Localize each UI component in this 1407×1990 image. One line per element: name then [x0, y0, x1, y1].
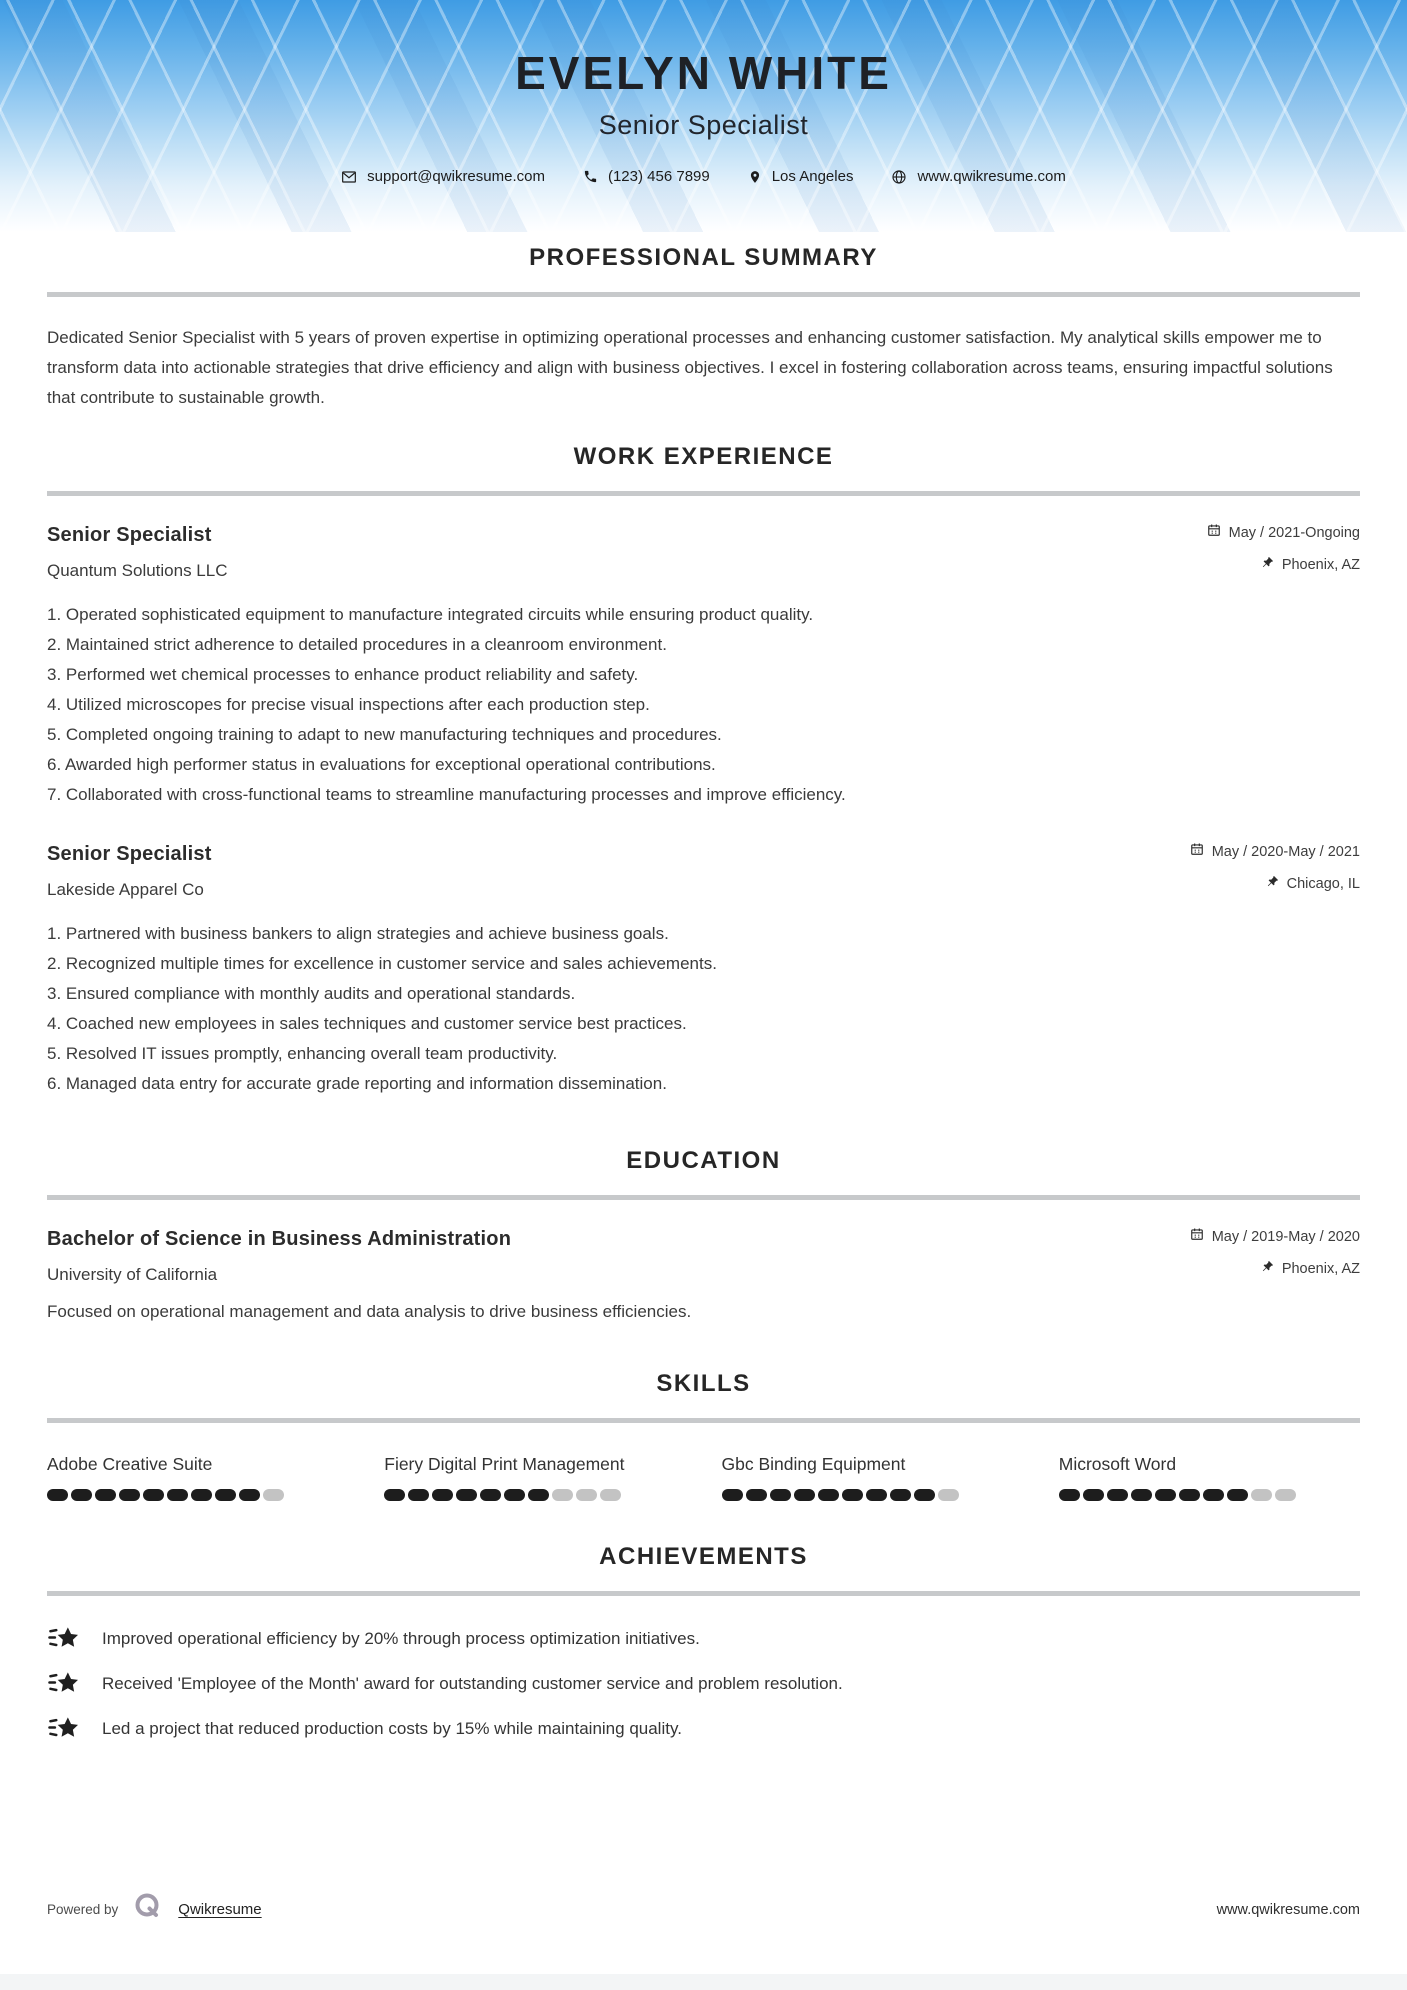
pushpin-icon: [1267, 874, 1279, 894]
shooting-star-icon: [47, 1624, 80, 1653]
education-location: [1190, 1259, 1360, 1279]
job-bullet: 6. Awarded high performer status in evaluations for exceptional operational contributions.: [47, 755, 716, 774]
job-bullet: 5. Completed ongoing training to adapt to new manufacturing techniques and procedures.: [47, 725, 722, 744]
summary-text: Dedicated Senior Specialist with 5 years of proven expertise in optimizing operational processes and enhancing customer satisfaction. My analytical skills empower me to transform data into actionable strategies that drive efficiency and align with business objectives. I excel in fostering collaboration across teams, ensuring impactful solutions that contribute to sustainable growth.: [47, 328, 1333, 407]
skill-dot-empty: [263, 1489, 284, 1501]
skill-dot-empty: [1275, 1489, 1296, 1501]
section-divider: [47, 1418, 1360, 1423]
achievement-text: Led a project that reduced production costs by 15% while maintaining quality.: [102, 1718, 682, 1738]
achievement-text: Improved operational efficiency by 20% through process optimization initiatives.: [102, 1628, 700, 1648]
skill-rating: [384, 1489, 685, 1501]
skill-name: Fiery Digital Print Management: [384, 1454, 625, 1474]
job-bullet: 3. Ensured compliance with monthly audits and operational standards.: [47, 984, 576, 1003]
job-bullet: 7. Collaborated with cross-functional teams to streamline manufacturing processes and improve efficiency.: [47, 785, 846, 804]
skill-dot-filled: [1227, 1489, 1248, 1501]
skill-rating: [47, 1489, 348, 1501]
job-location: [1190, 874, 1360, 894]
job-entry: [47, 523, 1360, 810]
skill-dot-filled: [95, 1489, 116, 1501]
section-divider: [47, 1195, 1360, 1200]
contact-location-label: Los Angeles: [771, 168, 854, 185]
envelope-icon: [341, 169, 357, 185]
skill-dot-empty: [576, 1489, 597, 1501]
skill-dot-filled: [890, 1489, 911, 1501]
skill-dot-empty: [1251, 1489, 1272, 1501]
achievement-item: [47, 1624, 1360, 1653]
education-dates: [1190, 1227, 1360, 1247]
skill-dot-filled: [866, 1489, 887, 1501]
skills-grid: [47, 1451, 1360, 1501]
job-bullet: 4. Utilized microscopes for precise visual inspections after each production step.: [47, 695, 650, 714]
skill-dot-filled: [1155, 1489, 1176, 1501]
skill-dot-filled: [770, 1489, 791, 1501]
skills-section-title: SKILLS: [656, 1370, 751, 1397]
skill-dot-empty: [552, 1489, 573, 1501]
skill-name: Microsoft Word: [1058, 1454, 1177, 1474]
skill-dot-filled: [456, 1489, 477, 1501]
phone-icon: [583, 169, 598, 184]
job-bullets: [47, 600, 1360, 810]
job-bullet: 2. Maintained strict adherence to detailed procedures in a cleanroom environment.: [47, 635, 667, 654]
skill-dot-filled: [432, 1489, 453, 1501]
skill-dot-filled: [215, 1489, 236, 1501]
header-banner: [0, 0, 1407, 232]
education-section-title: EDUCATION: [626, 1147, 781, 1174]
contact-phone: [583, 168, 710, 185]
job-bullets: [47, 919, 1360, 1099]
skill-item: [47, 1451, 348, 1501]
job-bullet: 6. Managed data entry for accurate grade reporting and information dissemination.: [47, 1074, 667, 1093]
achievement-text: Received 'Employee of the Month' award for outstanding customer service and problem resolution.: [102, 1673, 843, 1693]
skill-dot-filled: [191, 1489, 212, 1501]
education-dates-label: May / 2019-May / 2020: [1211, 1229, 1360, 1245]
summary-section-title: PROFESSIONAL SUMMARY: [529, 244, 878, 271]
skill-rating: [722, 1489, 1023, 1501]
section-divider: [47, 491, 1360, 496]
job-bullet: 2. Recognized multiple times for excellence in customer service and sales achievements.: [47, 954, 717, 973]
powered-by-label: Powered by: [47, 1902, 119, 1917]
skill-dot-filled: [842, 1489, 863, 1501]
education-location-label: Phoenix, AZ: [1281, 1261, 1360, 1277]
resume-body: [0, 244, 1407, 1743]
skill-dot-filled: [119, 1489, 140, 1501]
job-bullet: 1. Operated sophisticated equipment to manufacture integrated circuits while ensuring product quality.: [47, 605, 814, 624]
education-entry: [47, 1227, 1360, 1324]
education-degree: Bachelor of Science in Business Administration: [47, 1228, 512, 1250]
job-location-label: Chicago, IL: [1286, 876, 1360, 892]
job-bullet: 1. Partnered with business bankers to align strategies and achieve business goals.: [47, 924, 669, 943]
calendar-icon: [1207, 523, 1221, 543]
job-role: Senior Specialist: [47, 843, 212, 865]
job-bullet: 3. Performed wet chemical processes to enhance product reliability and safety.: [47, 665, 639, 684]
skill-dot-filled: [1059, 1489, 1080, 1501]
candidate-title: Senior Specialist: [598, 110, 809, 140]
experience-section-title: WORK EXPERIENCE: [573, 443, 834, 470]
skill-dot-empty: [938, 1489, 959, 1501]
job-company: Lakeside Apparel Co: [47, 880, 204, 899]
globe-icon: [891, 169, 907, 185]
contact-phone-label: (123) 456 7899: [607, 168, 710, 185]
skill-dot-filled: [1131, 1489, 1152, 1501]
calendar-icon: [1190, 842, 1204, 862]
contact-row: [0, 168, 1407, 185]
q-logo: [132, 1891, 164, 1928]
pushpin-icon: [1262, 1259, 1274, 1279]
skill-dot-filled: [167, 1489, 188, 1501]
skill-dot-empty: [600, 1489, 621, 1501]
skill-dot-filled: [239, 1489, 260, 1501]
job-dates-label: May / 2021-Ongoing: [1228, 525, 1360, 541]
job-company: Quantum Solutions LLC: [47, 561, 228, 580]
contact-email-label: support@qwikresume.com: [367, 168, 545, 185]
skill-dot-filled: [480, 1489, 501, 1501]
job-location-label: Phoenix, AZ: [1281, 557, 1360, 573]
section-divider: [47, 292, 1360, 297]
education-school: University of California: [47, 1265, 218, 1284]
candidate-name: EVELYN WHITE: [515, 47, 892, 99]
education-description: Focused on operational management and data analysis to drive business efficiencies.: [47, 1302, 692, 1321]
bottom-strip: [0, 1974, 1407, 1990]
skill-item: [1059, 1451, 1360, 1501]
job-bullet: 4. Coached new employees in sales techniques and customer service best practices.: [47, 1014, 687, 1033]
calendar-icon: [1190, 1227, 1204, 1247]
footer-website-link[interactable]: www.qwikresume.com: [1216, 1901, 1360, 1918]
skill-dot-filled: [528, 1489, 549, 1501]
skill-dot-filled: [504, 1489, 525, 1501]
job-entry: [47, 842, 1360, 1099]
map-pin-icon: [748, 169, 762, 185]
achievement-item: [47, 1669, 1360, 1698]
contact-location: [748, 168, 854, 185]
skill-dot-filled: [722, 1489, 743, 1501]
skill-item: [384, 1451, 685, 1501]
skill-dot-filled: [384, 1489, 405, 1501]
skill-rating: [1059, 1489, 1360, 1501]
pushpin-icon: [1262, 555, 1274, 575]
skill-item: [722, 1451, 1023, 1501]
skill-dot-filled: [746, 1489, 767, 1501]
skill-dot-filled: [408, 1489, 429, 1501]
skill-dot-filled: [47, 1489, 68, 1501]
job-role: Senior Specialist: [47, 524, 212, 546]
brand-link[interactable]: Qwikresume: [178, 1901, 262, 1918]
contact-website-label: www.qwikresume.com: [917, 168, 1066, 185]
job-dates-label: May / 2020-May / 2021: [1211, 844, 1360, 860]
achievements-list: [47, 1624, 1360, 1743]
skill-dot-filled: [818, 1489, 839, 1501]
skill-dot-filled: [71, 1489, 92, 1501]
skill-dot-filled: [143, 1489, 164, 1501]
skill-name: Gbc Binding Equipment: [721, 1454, 906, 1474]
skill-dot-filled: [1179, 1489, 1200, 1501]
skill-dot-filled: [1083, 1489, 1104, 1501]
contact-email[interactable]: [341, 168, 545, 185]
shooting-star-icon: [47, 1669, 80, 1698]
job-dates: [1190, 842, 1360, 862]
footer: [47, 1891, 1360, 1928]
job-bullet: 5. Resolved IT issues promptly, enhancing overall team productivity.: [47, 1044, 558, 1063]
contact-website[interactable]: [891, 168, 1065, 185]
job-location: [1207, 555, 1360, 575]
skill-dot-filled: [914, 1489, 935, 1501]
shooting-star-icon: [47, 1714, 80, 1743]
job-dates: [1207, 523, 1360, 543]
skill-name: Adobe Creative Suite: [47, 1454, 213, 1474]
achievements-section-title: ACHIEVEMENTS: [599, 1543, 808, 1570]
skill-dot-filled: [1203, 1489, 1224, 1501]
skill-dot-filled: [1107, 1489, 1128, 1501]
achievement-item: [47, 1714, 1360, 1743]
section-divider: [47, 1591, 1360, 1596]
skill-dot-filled: [794, 1489, 815, 1501]
